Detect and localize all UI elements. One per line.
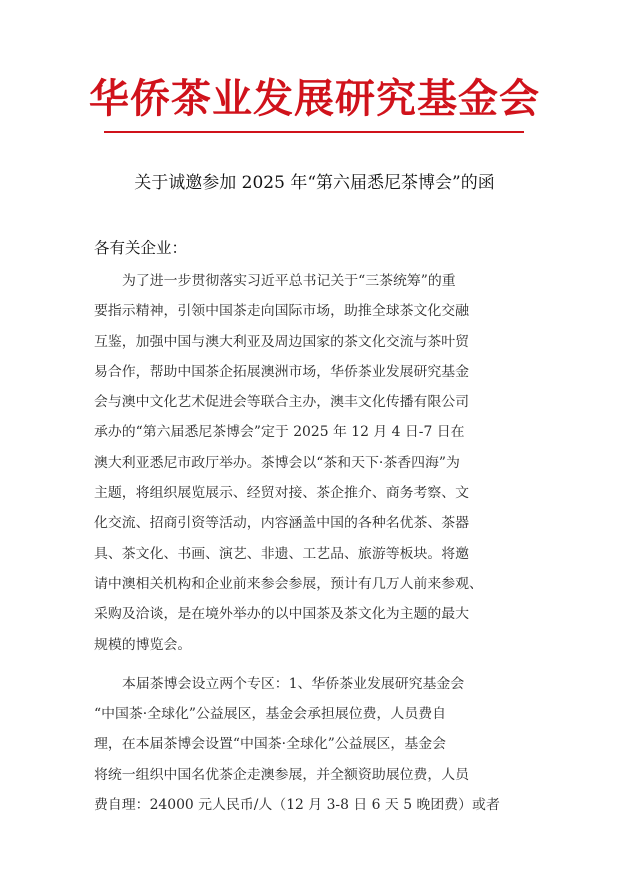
body-line: “中国茶·全球化”公益展区，基金会承担展位费，人员费自	[94, 706, 446, 723]
body-line: 采购及洽谈，是在境外举办的以中国茶及茶文化为主题的最大	[94, 606, 470, 623]
body-line: 会与澳中文化艺术促进会等联合主办，澳丰文化传播有限公司	[94, 394, 470, 411]
body-line: 将统一组织中国名优茶企走澳参展，并全额资助展位费，人员	[94, 766, 470, 783]
body-line: 为了进一步贯彻落实习近平总书记关于“三茶统筹”的重	[122, 273, 456, 289]
body-line: 主题，将组织展览展示、经贸对接、茶企推介、商务考察、文	[94, 485, 470, 502]
body-line: 化交流、招商引资等活动，内容涵盖中国的各种名优茶、茶器	[94, 515, 470, 532]
body-line: 具、茶文化、书画、演艺、非遗、工艺品、旅游等板块。将邀	[94, 545, 470, 562]
body-line: 澳大利亚悉尼市政厅举办。茶博会以“茶和天下·茶香四海”为	[94, 454, 460, 471]
letterhead-title: 华侨茶业发展研究基金会	[89, 75, 540, 122]
body-line: 易合作，帮助中国茶企拓展澳洲市场，华侨茶业发展研究基金	[94, 363, 470, 380]
paragraph-2	[94, 669, 536, 820]
paragraph-1	[94, 266, 536, 660]
body-line: 要指示精神，引领中国茶走向国际市场，助推全球茶文化交融	[94, 303, 470, 320]
body-line: 规模的博览会。	[94, 636, 192, 653]
body-line: 承办的“第六届悉尼茶博会”定于 2025 年 12 月 4 日-7 日在	[94, 424, 465, 441]
letter-body	[94, 266, 536, 829]
salutation: 各有关企业：	[94, 239, 188, 257]
body-line: 费自理：24000 元人民币/人（12 月 3-8 日 6 天 5 晚团费）或者	[94, 797, 500, 814]
body-line: 请中澳相关机构和企业前来参会参展，预计有几万人前来参观、	[94, 575, 483, 592]
body-line: 互鉴，加强中国与澳大利亚及周边国家的茶文化交流与茶叶贸	[94, 333, 470, 350]
letter-subject: 关于诚邀参加 2025 年“第六届悉尼茶博会”的函	[134, 173, 495, 193]
letterhead-red-rule	[104, 131, 524, 133]
body-line: 理，在本届茶博会设置“中国茶·全球化”公益展区，基金会	[94, 736, 446, 753]
body-line: 本届茶博会设立两个专区：1、华侨茶业发展研究基金会	[122, 675, 465, 692]
